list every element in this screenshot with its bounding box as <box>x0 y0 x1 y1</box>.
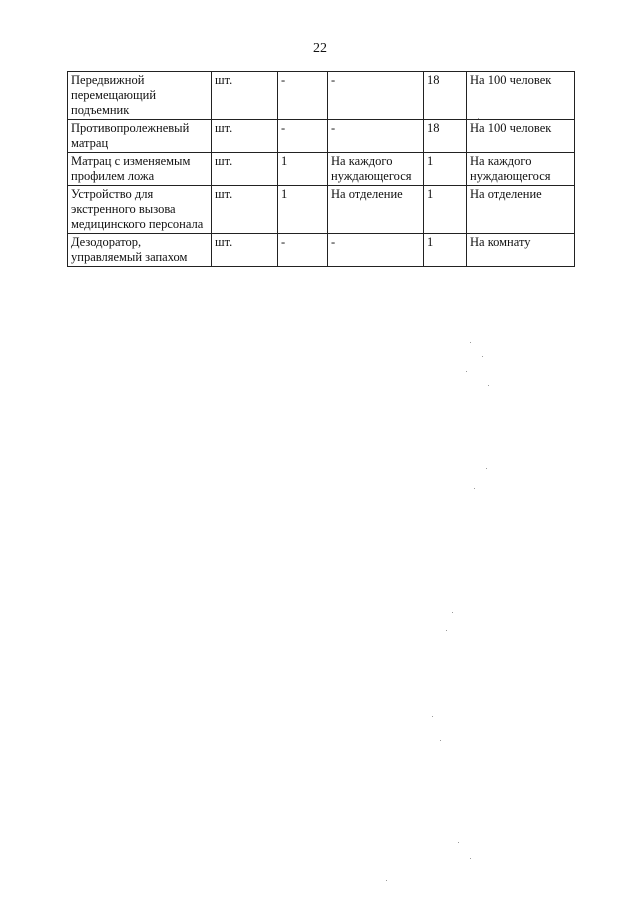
quantity-cell: 18 <box>424 72 467 120</box>
quantity-cell: - <box>278 234 328 267</box>
equipment-name-cell: Дезодоратор, управляемый запахом <box>68 234 212 267</box>
quantity-cell: 18 <box>424 120 467 153</box>
norm-cell: На каждого нуждающегося <box>328 153 424 186</box>
norm-cell: - <box>328 72 424 120</box>
table-row <box>68 234 575 267</box>
scan-noise-speck <box>470 858 471 859</box>
scan-noise-speck <box>440 740 441 741</box>
unit-cell: шт. <box>212 153 278 186</box>
page-number: 22 <box>313 41 327 56</box>
scan-noise-speck <box>446 630 447 631</box>
norm-cell: На комнату <box>467 234 575 267</box>
norm-cell: На 100 человек <box>467 120 575 153</box>
scan-noise-speck <box>466 371 467 372</box>
equipment-name-cell: Матрац с изменяемым профилем ложа <box>68 153 212 186</box>
unit-cell: шт. <box>212 234 278 267</box>
unit-cell: шт. <box>212 186 278 234</box>
unit-cell: шт. <box>212 72 278 120</box>
norm-cell: - <box>328 234 424 267</box>
scan-noise-speck <box>474 488 475 489</box>
quantity-cell: - <box>278 72 328 120</box>
norm-cell: На 100 человек <box>467 72 575 120</box>
table-row <box>68 120 575 153</box>
scan-noise-speck <box>488 385 489 386</box>
table-row <box>68 186 575 234</box>
scan-noise-speck <box>452 612 453 613</box>
norm-cell: - <box>328 120 424 153</box>
scan-noise-speck <box>458 842 459 843</box>
quantity-cell: 1 <box>424 234 467 267</box>
quantity-cell: 1 <box>278 186 328 234</box>
scan-noise-speck <box>478 118 479 119</box>
equipment-name-cell: Передвижной перемещающий подъемник <box>68 72 212 120</box>
quantity-cell: 1 <box>424 153 467 186</box>
norm-cell: На отделение <box>467 186 575 234</box>
equipment-table <box>67 71 575 267</box>
scan-noise-speck <box>386 880 387 881</box>
scan-noise-speck <box>482 356 483 357</box>
scan-noise-speck <box>432 716 433 717</box>
quantity-cell: - <box>278 120 328 153</box>
table-row <box>68 153 575 186</box>
equipment-name-cell: Противопролежневый матрац <box>68 120 212 153</box>
unit-cell: шт. <box>212 120 278 153</box>
scan-noise-speck <box>486 468 487 469</box>
quantity-cell: 1 <box>278 153 328 186</box>
norm-cell: На каждого нуждающегося <box>467 153 575 186</box>
norm-cell: На отделение <box>328 186 424 234</box>
scan-noise-speck <box>470 342 471 343</box>
table-row <box>68 72 575 120</box>
equipment-name-cell: Устройство для экстренного вызова медицинского персонала <box>68 186 212 234</box>
quantity-cell: 1 <box>424 186 467 234</box>
